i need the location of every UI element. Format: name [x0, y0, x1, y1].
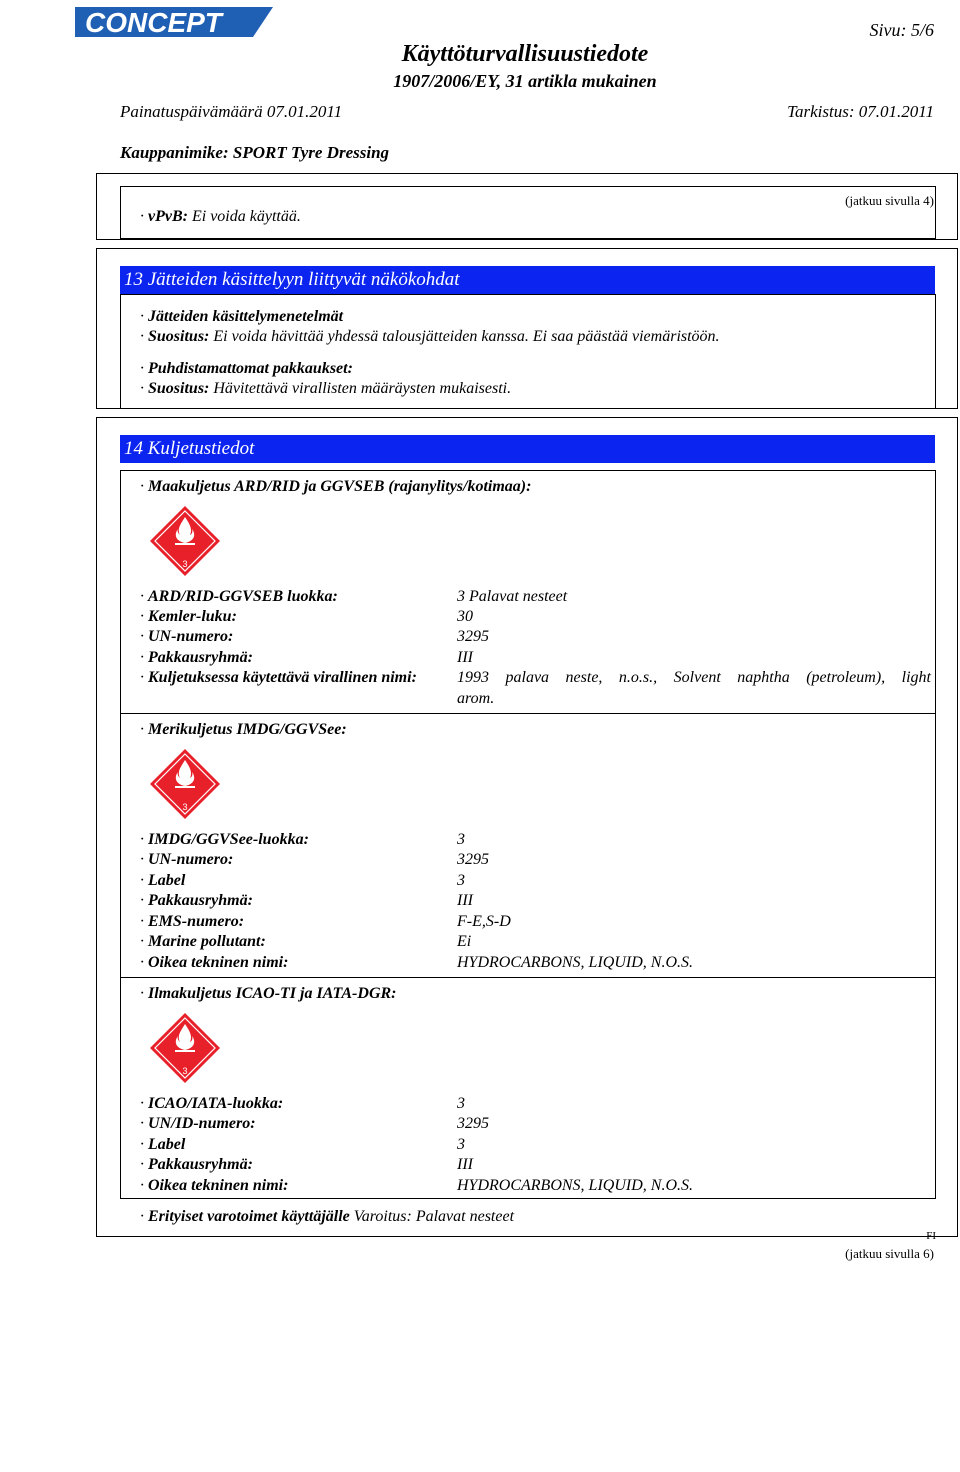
- flammable-diamond-icon: [149, 748, 221, 820]
- air-row-class-value: 3: [457, 1095, 465, 1112]
- sea-heading: · Merikuljetus IMDG/GGVSee:: [140, 721, 347, 738]
- section14-title: 14 Kuljetustiedot: [120, 435, 935, 463]
- sea-row-name-value: HYDROCARBONS, LIQUID, N.O.S.: [457, 954, 693, 971]
- air-heading: · Ilmakuljetus ICAO-TI ja IATA-DGR:: [140, 985, 397, 1002]
- svg-text:3: 3: [182, 802, 188, 812]
- air-row-packing: · Pakkausryhmä:: [140, 1156, 253, 1173]
- sea-row-packing-value: III: [457, 892, 473, 909]
- svg-text:3: 3: [182, 1066, 188, 1076]
- air-row-packing-value: III: [457, 1156, 473, 1173]
- sea-row-label: · Label: [140, 872, 186, 889]
- sea-row-name: · Oikea tekninen nimi:: [140, 954, 289, 971]
- concept-logo: [75, 5, 275, 39]
- land-row-name-cont: arom.: [457, 690, 495, 707]
- air-row-name: · Oikea tekninen nimi:: [140, 1177, 289, 1194]
- air-row-un: · UN/ID-numero:: [140, 1115, 256, 1132]
- land-row-kemler: · Kemler-luku:: [140, 608, 237, 625]
- sea-row-packing: · Pakkausryhmä:: [140, 892, 253, 909]
- sea-row-class-value: 3: [457, 831, 465, 848]
- page-number: Sivu: 5/6: [869, 20, 934, 40]
- land-row-un: · UN-numero:: [140, 628, 234, 645]
- land-row-name: · Kuljetuksessa käytettävä virallinen nimi:: [140, 669, 417, 686]
- air-row-label: · Label: [140, 1136, 186, 1153]
- svg-text:3: 3: [182, 559, 188, 569]
- sea-row-class: · IMDG/GGVSee-luokka:: [140, 831, 309, 848]
- air-row-class: · ICAO/IATA-luokka:: [140, 1095, 284, 1112]
- land-row-un-value: 3295: [457, 628, 489, 645]
- land-row-packing-value: III: [457, 649, 473, 666]
- print-date: Painatuspäivämäärä 07.01.2011: [120, 102, 343, 121]
- sea-row-un: · UN-numero:: [140, 851, 234, 868]
- air-row-label-value: 3: [457, 1136, 465, 1153]
- sea-row-ems-value: F-E,S-D: [457, 913, 511, 930]
- continued-to: (jatkuu sivulla 6): [845, 1246, 934, 1261]
- logo-text: CONCEPT: [85, 7, 222, 38]
- document-title: Käyttöturvallisuustiedote: [401, 41, 649, 67]
- land-row-kemler-value: 30: [457, 608, 473, 625]
- revision-date: Tarkistus: 07.01.2011: [787, 102, 934, 121]
- s13-line4: · Suositus: Hävitettävä virallisten määräysten mukaisesti.: [140, 380, 512, 397]
- air-row-name-value: HYDROCARBONS, LIQUID, N.O.S.: [457, 1177, 693, 1194]
- s13-line2: · Suositus: Ei voida hävittää yhdessä talousjätteiden kanssa. Ei saa päästää viemäristöön.: [140, 328, 720, 345]
- s13-line3: · Puhdistamattomat pakkaukset:: [140, 360, 353, 377]
- flammable-diamond-icon: [149, 1012, 221, 1084]
- land-row-class-value: 3 Palavat nesteet: [457, 588, 568, 605]
- trade-name: Kauppanimike: SPORT Tyre Dressing: [120, 143, 390, 162]
- continued-from: (jatkuu sivulla 4): [845, 193, 934, 208]
- air-row-un-value: 3295: [457, 1115, 489, 1132]
- vpvb-line: · vPvB: Ei voida käyttää.: [140, 208, 301, 225]
- s13-line1: · Jätteiden käsittelymenetelmät: [140, 308, 344, 325]
- document-subtitle: 1907/2006/EY, 31 artikla mukainen: [393, 71, 657, 91]
- land-row-packing: · Pakkausryhmä:: [140, 649, 253, 666]
- sea-row-pollutant: · Marine pollutant:: [140, 933, 266, 950]
- sea-row-pollutant-value: Ei: [457, 933, 472, 950]
- sea-row-label-value: 3: [457, 872, 465, 889]
- language-code: FI: [926, 1230, 936, 1242]
- sea-row-un-value: 3295: [457, 851, 489, 868]
- section13-title: 13 Jätteiden käsittelyyn liittyvät näkökohdat: [120, 266, 935, 294]
- land-row-class: · ARD/RID-GGVSEB luokka:: [140, 588, 338, 605]
- land-row-name-value: 1993 palava neste, n.o.s., Solvent naphtha (petroleum), light: [457, 669, 931, 686]
- sea-row-ems: · EMS-numero:: [140, 913, 245, 930]
- special-precautions: · Erityiset varotoimet käyttäjälle Varoitus: Palavat nesteet: [140, 1208, 515, 1225]
- flammable-diamond-icon: [149, 505, 221, 577]
- land-heading: · Maakuljetus ARD/RID ja GGVSEB (rajanylitys/kotimaa):: [140, 478, 532, 495]
